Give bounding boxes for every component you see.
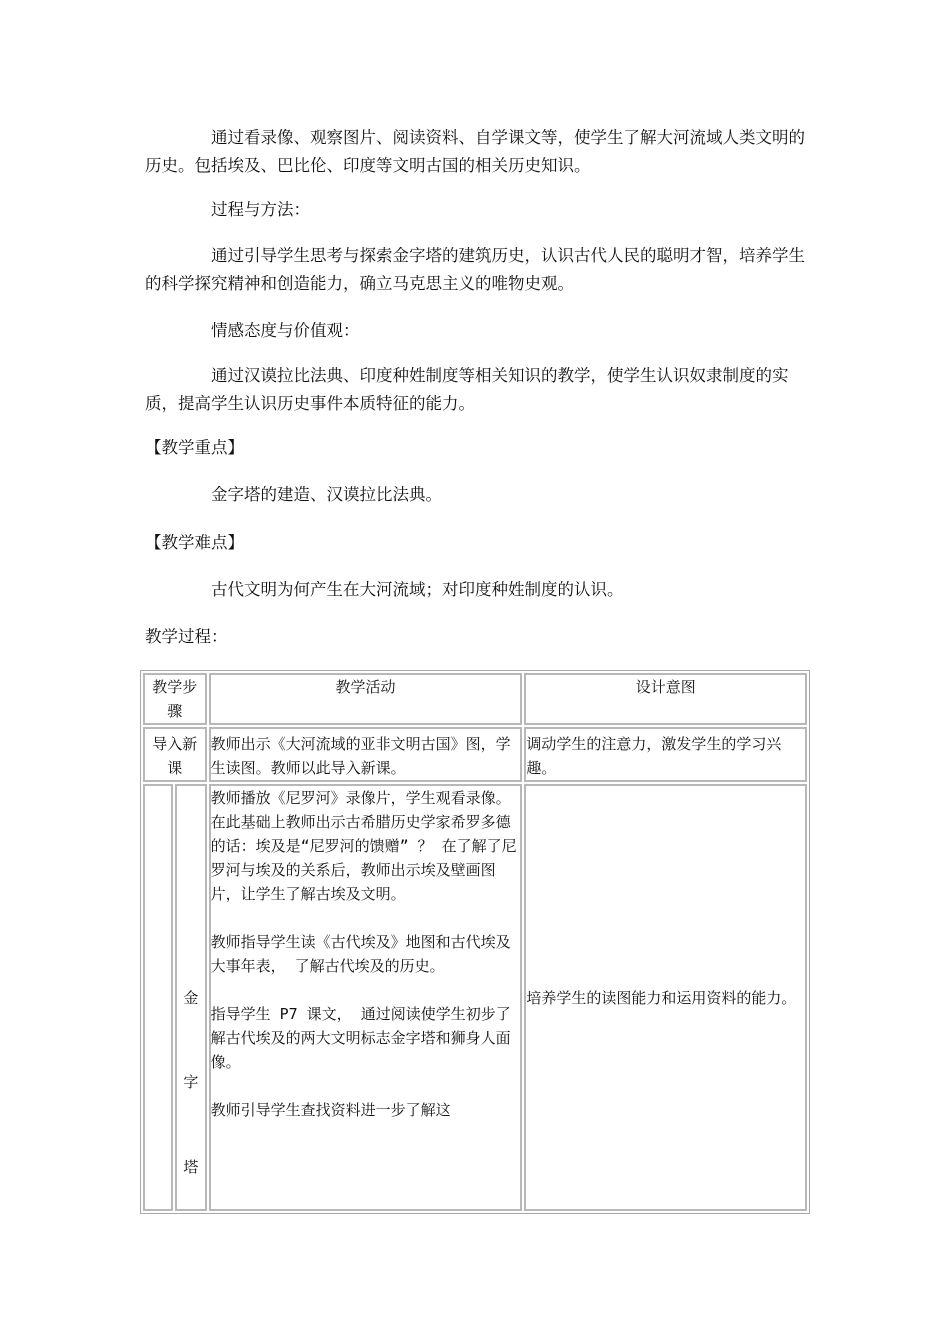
- process-method-label: 过程与方法：: [211, 200, 310, 219]
- step-char: 字: [183, 1073, 199, 1092]
- emotion-paragraph: 通过汉谟拉比法典、印度种姓制度等相关知识的教学，使学生认识奴隶制度的实质，提高学生认识历史事件本质特征的能力。: [145, 366, 789, 413]
- process-method-paragraph: 通过引导学生思考与探索金字塔的建筑历史，认识古代人民的聪明才智，培养学生的科学探究精神和创造能力，确立马克思主义的唯物史观。: [145, 246, 805, 293]
- lesson-plan-table: [140, 670, 810, 1214]
- header-activity: 教学活动: [209, 673, 523, 725]
- difficulty-text: 古代文明为何产生在大河流域；对印度种姓制度的认识。: [211, 580, 624, 599]
- intent-pyramid: 培养学生的读图能力和运用资料的能力。: [524, 784, 807, 1211]
- step-char: 金: [183, 989, 199, 1008]
- activity-intro: 教师出示《大河流域的亚非文明古国》图，学生读图。教师以此导入新课。: [209, 727, 523, 782]
- intent-intro: 调动学生的注意力，激发学生的学习兴趣。: [524, 727, 807, 782]
- table-row: [143, 784, 807, 1211]
- key-points-text: 金字塔的建造、汉谟拉比法典。: [211, 485, 442, 504]
- objective-knowledge-paragraph: 通过看录像、观察图片、阅读资料、自学课文等，使学生了解大河流域人类文明的历史。包括埃及、巴比伦、印度等文明古国的相关历史知识。: [145, 128, 805, 175]
- key-points-heading: 【教学重点】: [145, 438, 244, 457]
- header-intent: 设计意图: [524, 673, 807, 725]
- teaching-process-title: 教学过程：: [145, 627, 228, 646]
- step-blank-cell: [143, 784, 173, 1211]
- activity-paragraph: 指导学生 P7 课文， 通过阅读使学生初步了解古代埃及的两大文明标志金字塔和狮身人面像。: [210, 1005, 511, 1071]
- table-header-row: [143, 673, 807, 725]
- activity-pyramid: [209, 784, 523, 1211]
- step-pyramid: [175, 784, 206, 1211]
- header-step: 教学步骤: [143, 673, 207, 725]
- step-char: 塔: [183, 1157, 199, 1176]
- activity-paragraph: 教师播放《尼罗河》录像片，学生观看录像。 在此基础上教师出示古希腊历史学家希罗多德的话：埃及是“尼罗河的馈赠” ？ 在了解了尼罗河与埃及的关系后，教师出示埃及壁画图片，让学生了解古埃及文明。: [210, 789, 517, 903]
- difficulty-heading: 【教学难点】: [145, 533, 244, 552]
- activity-paragraph: 教师指导学生读《古代埃及》地图和古代埃及大事年表， 了解古代埃及的历史。: [210, 933, 511, 975]
- activity-paragraph: 教师引导学生查找资料进一步了解这: [210, 1101, 451, 1119]
- emotion-label: 情感态度与价值观：: [211, 321, 360, 340]
- table-row: [143, 727, 807, 782]
- step-intro: 导入新课: [143, 727, 207, 782]
